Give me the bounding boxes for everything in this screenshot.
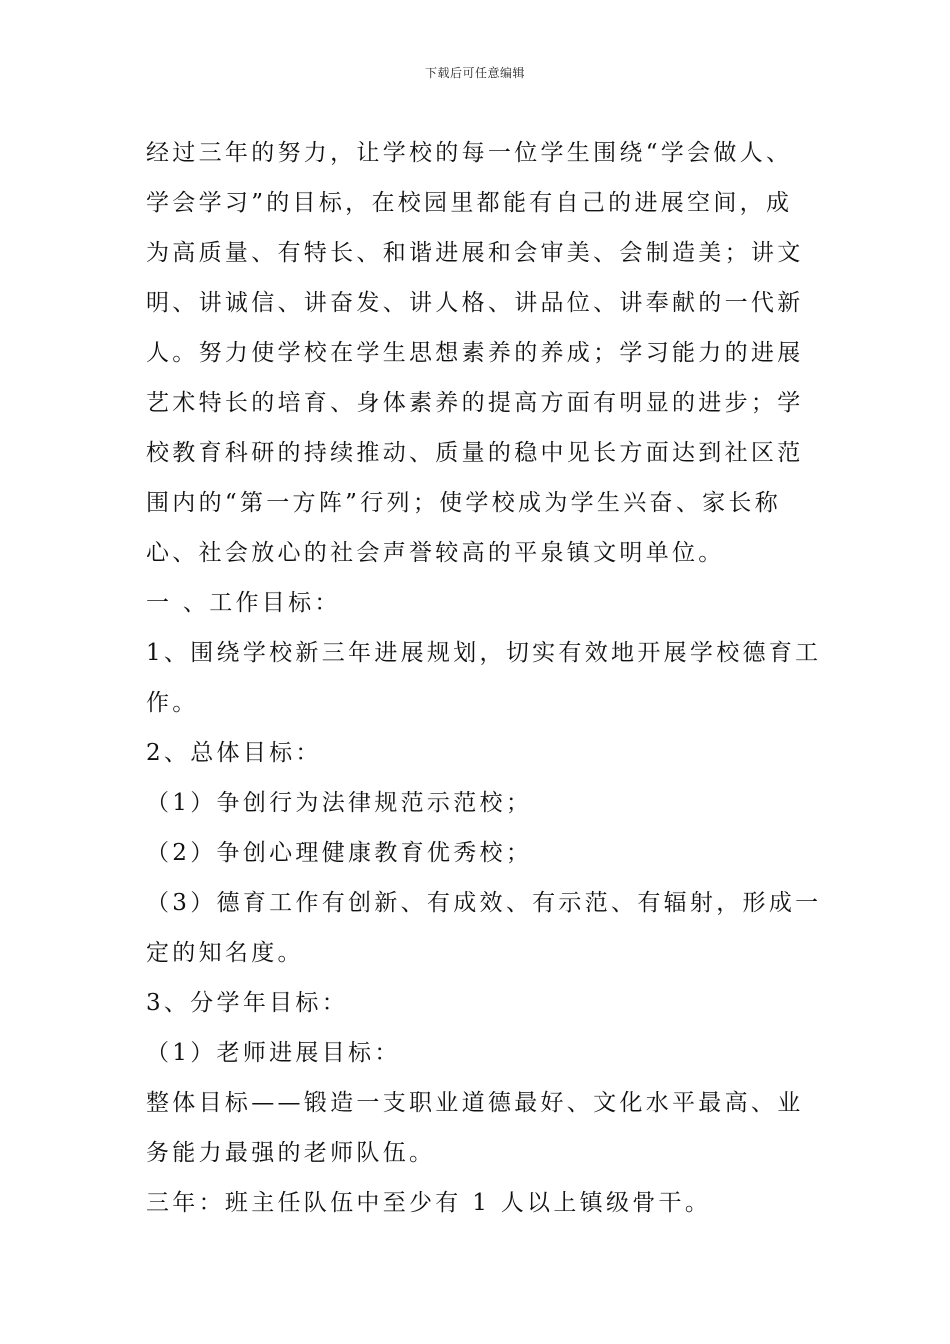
section-heading-work-goals <box>146 578 811 628</box>
sub-item: （3）德育工作有创新、有成效、有示范、有辐射，形成一 <box>146 890 822 916</box>
text-line: 学会学习”的目标，在校园里都能有自己的进展空间，成 <box>146 190 793 216</box>
page-header: 下载后可任意编辑 <box>424 66 525 80</box>
sub-item: （2）争创心理健康教育优秀校； <box>146 840 533 866</box>
section-heading: 一 、工作目标： <box>146 590 341 616</box>
text-line: 定的知名度。 <box>146 940 304 966</box>
text-line: 校教育科研的持续推动、质量的稳中见长方面达到社区范 <box>146 440 804 466</box>
intro-paragraph <box>146 128 811 578</box>
sub-item: （1）老师进展目标： <box>146 1040 401 1066</box>
text-line: 围内的“第一方阵”行列；使学校成为学生兴奋、家长称 <box>146 490 782 516</box>
text-line: 明、讲诚信、讲奋发、讲人格、讲品位、讲奉献的一代新 <box>146 290 804 316</box>
text-line: 作。 <box>146 690 199 716</box>
item-3 <box>146 978 811 1228</box>
sub-item: （1）争创行为法律规范示范校； <box>146 790 533 816</box>
text-line: 务能力最强的老师队伍。 <box>146 1140 436 1166</box>
text-line: 1、围绕学校新三年进展规划，切实有效地开展学校德育工 <box>146 640 822 666</box>
document-body <box>146 128 822 1228</box>
text-line: 三年：班主任队伍中至少有 1 人以上镇级骨干。 <box>146 1190 712 1216</box>
text-line: 艺术特长的培育、身体素养的提高方面有明显的进步；学 <box>146 390 804 416</box>
text-line: 为高质量、有特长、和谐进展和会审美、会制造美；讲文 <box>146 240 804 266</box>
item-2 <box>146 728 822 978</box>
item-1 <box>146 628 822 728</box>
text-line: 心、社会放心的社会声誉较高的平泉镇文明单位。 <box>146 540 725 566</box>
text-line: 经过三年的努力，让学校的每一位学生围绕“学会做人、 <box>146 140 793 166</box>
item-heading: 2、总体目标： <box>146 740 322 766</box>
item-heading: 3、分学年目标： <box>146 990 349 1016</box>
text-line: 人。努力使学校在学生思想素养的养成；学习能力的进展 <box>146 340 804 366</box>
text-line: 整体目标——锻造一支职业道德最好、文化水平最高、业 <box>146 1090 804 1116</box>
